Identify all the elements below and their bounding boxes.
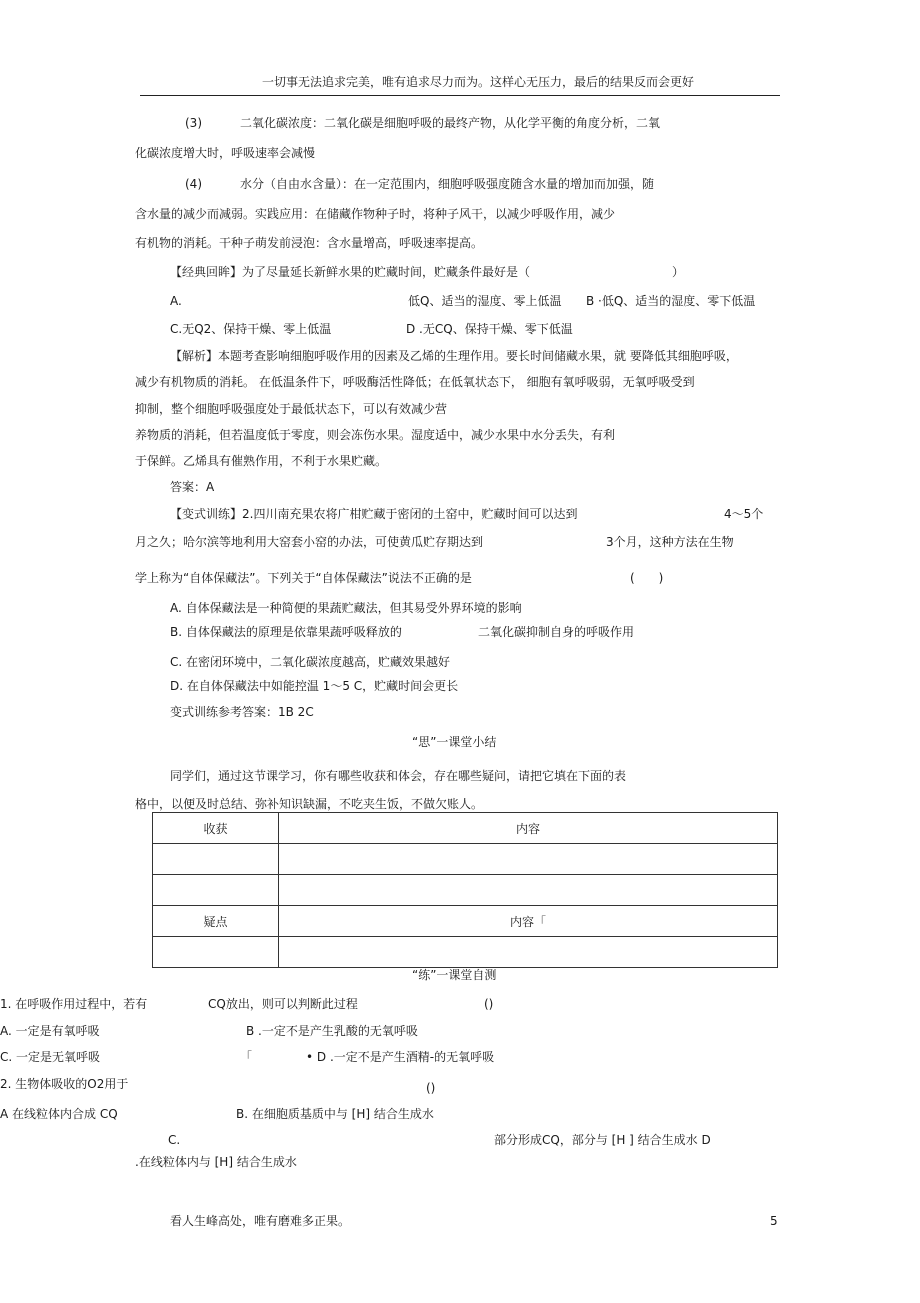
gain-entry-cell[interactable]	[153, 875, 279, 906]
quiz-heading: “练”一课堂自测	[412, 968, 497, 982]
quiz-q1-stem: 1. 在呼吸作用过程中，若有	[0, 997, 148, 1011]
classic-paren-close: ）	[672, 265, 685, 279]
classic-option-a-text: 低Q、适当的湿度、零上低温	[408, 294, 562, 308]
factor-4-number: (4)	[185, 177, 202, 191]
gain-content-cell[interactable]	[279, 844, 778, 875]
factor-3-text-cont: 化碳浓度增大时，呼吸速率会减慢	[135, 146, 316, 160]
quiz-q1-mark: 「	[240, 1050, 253, 1064]
header-motto: 一切事无法追求完美，唯有追求尽力而为。这样心无压力，最后的结果反而会更好	[262, 75, 695, 89]
table-row	[153, 813, 778, 844]
doubt-header-cell: 疑点	[153, 906, 279, 937]
summary-heading: “思”一课堂小结	[412, 735, 497, 749]
table-row	[153, 906, 778, 937]
factor-4-text-cont-2: 有机物的消耗。干种子萌发前浸泡：含水量增高，呼吸速率提高。	[135, 236, 484, 250]
quiz-q2-option-a: A 在线粒体内合成 CQ	[0, 1107, 118, 1121]
doubt-content-cell[interactable]	[279, 937, 778, 968]
summary-table	[152, 812, 778, 968]
classic-answer: 答案：A	[170, 480, 215, 494]
content-header-cell-2: 内容「	[279, 906, 778, 937]
gain-content-cell[interactable]	[279, 875, 778, 906]
quiz-q1-option-b: B .一定不是产生乳酸的无氧呼吸	[246, 1024, 418, 1038]
quiz-q1-paren: ()	[484, 997, 494, 1011]
analysis-line-3: 抑制，整个细胞呼吸强度处于最低状态下，可以有效减少营	[135, 402, 448, 416]
quiz-q2-option-c: 部分形成CQ，部分与 [H ] 结合生成水 D	[494, 1133, 711, 1147]
factor-3-text: 二氧化碳浓度：二氧化碳是细胞呼吸的最终产物，从化学平衡的角度分析，二氧	[240, 116, 661, 130]
analysis-line-4: 养物质的消耗，但若温度低于零度，则会冻伤水果。湿度适中，减少水果中水分丢失，有利	[135, 428, 616, 442]
gain-entry-cell[interactable]	[153, 844, 279, 875]
footer-motto: 看人生峰高处，唯有磨难多正果。	[170, 1214, 351, 1228]
classic-option-b: B ·低Q、适当的湿度、零下低温	[586, 294, 756, 308]
variant-reference-answer: 变式训练参考答案：1B 2C	[170, 705, 314, 719]
variant-line-2: 月之久；哈尔滨等地利用大窑套小窑的办法，可使黄瓜贮存期达到	[135, 535, 484, 549]
doubt-entry-cell[interactable]	[153, 937, 279, 968]
table-row	[153, 937, 778, 968]
analysis-line-5: 于保鲜。乙烯具有催熟作用，不利于水果贮藏。	[135, 454, 388, 468]
variant-line-1: 【变式训练】2.四川南充果农将广柑贮藏于密闭的土窑中，贮藏时间可以达到	[170, 507, 578, 521]
variant-line-3-paren: ( )	[630, 571, 664, 585]
table-row	[153, 844, 778, 875]
quiz-q1-option-c: C. 一定是无氧呼吸	[0, 1050, 101, 1064]
quiz-q2-option-b: B. 在细胞质基质中与 [H] 结合生成水	[236, 1107, 434, 1121]
quiz-q1-stem-tail: CQ放出，则可以判断此过程	[208, 997, 358, 1011]
table-row	[153, 875, 778, 906]
quiz-q2-paren: ()	[426, 1081, 436, 1095]
quiz-q2-stem: 2. 生物体吸收的O2用于	[0, 1077, 129, 1091]
quiz-q1-option-a: A. 一定是有氧呼吸	[0, 1024, 100, 1038]
variant-line-3: 学上称为“自体保藏法”。下列关于“自体保藏法”说法不正确的是	[135, 571, 472, 585]
classic-option-a-label: A.	[170, 294, 182, 308]
factor-4-text: 水分（自由水含量）：在一定范围内，细胞呼吸强度随含水量的增加而加强，随	[240, 177, 655, 191]
analysis-line-1: 【解析】本题考查影响细胞呼吸作用的因素及乙烯的生理作用。要长时间储藏水果，就 要降低其细胞呼吸，	[170, 349, 738, 363]
summary-intro-2: 格中，以便及时总结、弥补知识缺漏，不吃夹生饭，不做欠账人。	[135, 797, 484, 811]
quiz-q2-option-c-label: C.	[168, 1133, 181, 1147]
content-header-cell: 内容	[279, 813, 778, 844]
classic-option-d: D .无CQ、保持干燥、零下低温	[406, 322, 573, 336]
summary-intro-1: 同学们，通过这节课学习，你有哪些收获和体会，存在哪些疑问，请把它填在下面的表	[170, 769, 627, 783]
quiz-q2-option-d: .在线粒体内与 [H] 结合生成水	[135, 1155, 297, 1169]
classic-option-c: C.无Q2、保持干燥、零上低温	[170, 322, 332, 336]
variant-option-b-tail: 二氧化碳抑制自身的呼吸作用	[478, 625, 635, 639]
analysis-line-2: 减少有机物质的消耗。 在低温条件下，呼吸酶活性降低；在低氧状态下， 细胞有氧呼吸弱，无氧呼吸受到	[135, 375, 695, 389]
header-rule	[140, 95, 780, 96]
factor-3-number: (3)	[185, 116, 202, 130]
variant-option-b: B. 自体保藏法的原理是依靠果蔬呼吸释放的	[170, 625, 402, 639]
variant-option-c: C. 在密闭环境中，二氧化碳浓度越高，贮藏效果越好	[170, 655, 451, 669]
page-number: 5	[770, 1214, 778, 1228]
variant-line-1-tail: 4～5个	[724, 507, 764, 521]
gain-header-cell: 收获	[153, 813, 279, 844]
variant-option-d: D. 在自体保藏法中如能控温 1～5 C，贮藏时间会更长	[170, 679, 459, 693]
variant-line-2-tail: 3个月，这种方法在生物	[606, 535, 734, 549]
factor-4-text-cont: 含水量的减少而减弱。实践应用：在储藏作物种子时，将种子风干，以减少呼吸作用，减少	[135, 207, 616, 221]
variant-option-a: A. 自体保藏法是一种简便的果蔬贮藏法，但其易受外界环境的影响	[170, 601, 522, 615]
quiz-q1-option-d: • D .一定不是产生酒精-的无氧呼吸	[306, 1050, 495, 1064]
classic-question: 【经典回眸】为了尽量延长新鲜水果的贮藏时间，贮藏条件最好是（	[170, 265, 531, 279]
